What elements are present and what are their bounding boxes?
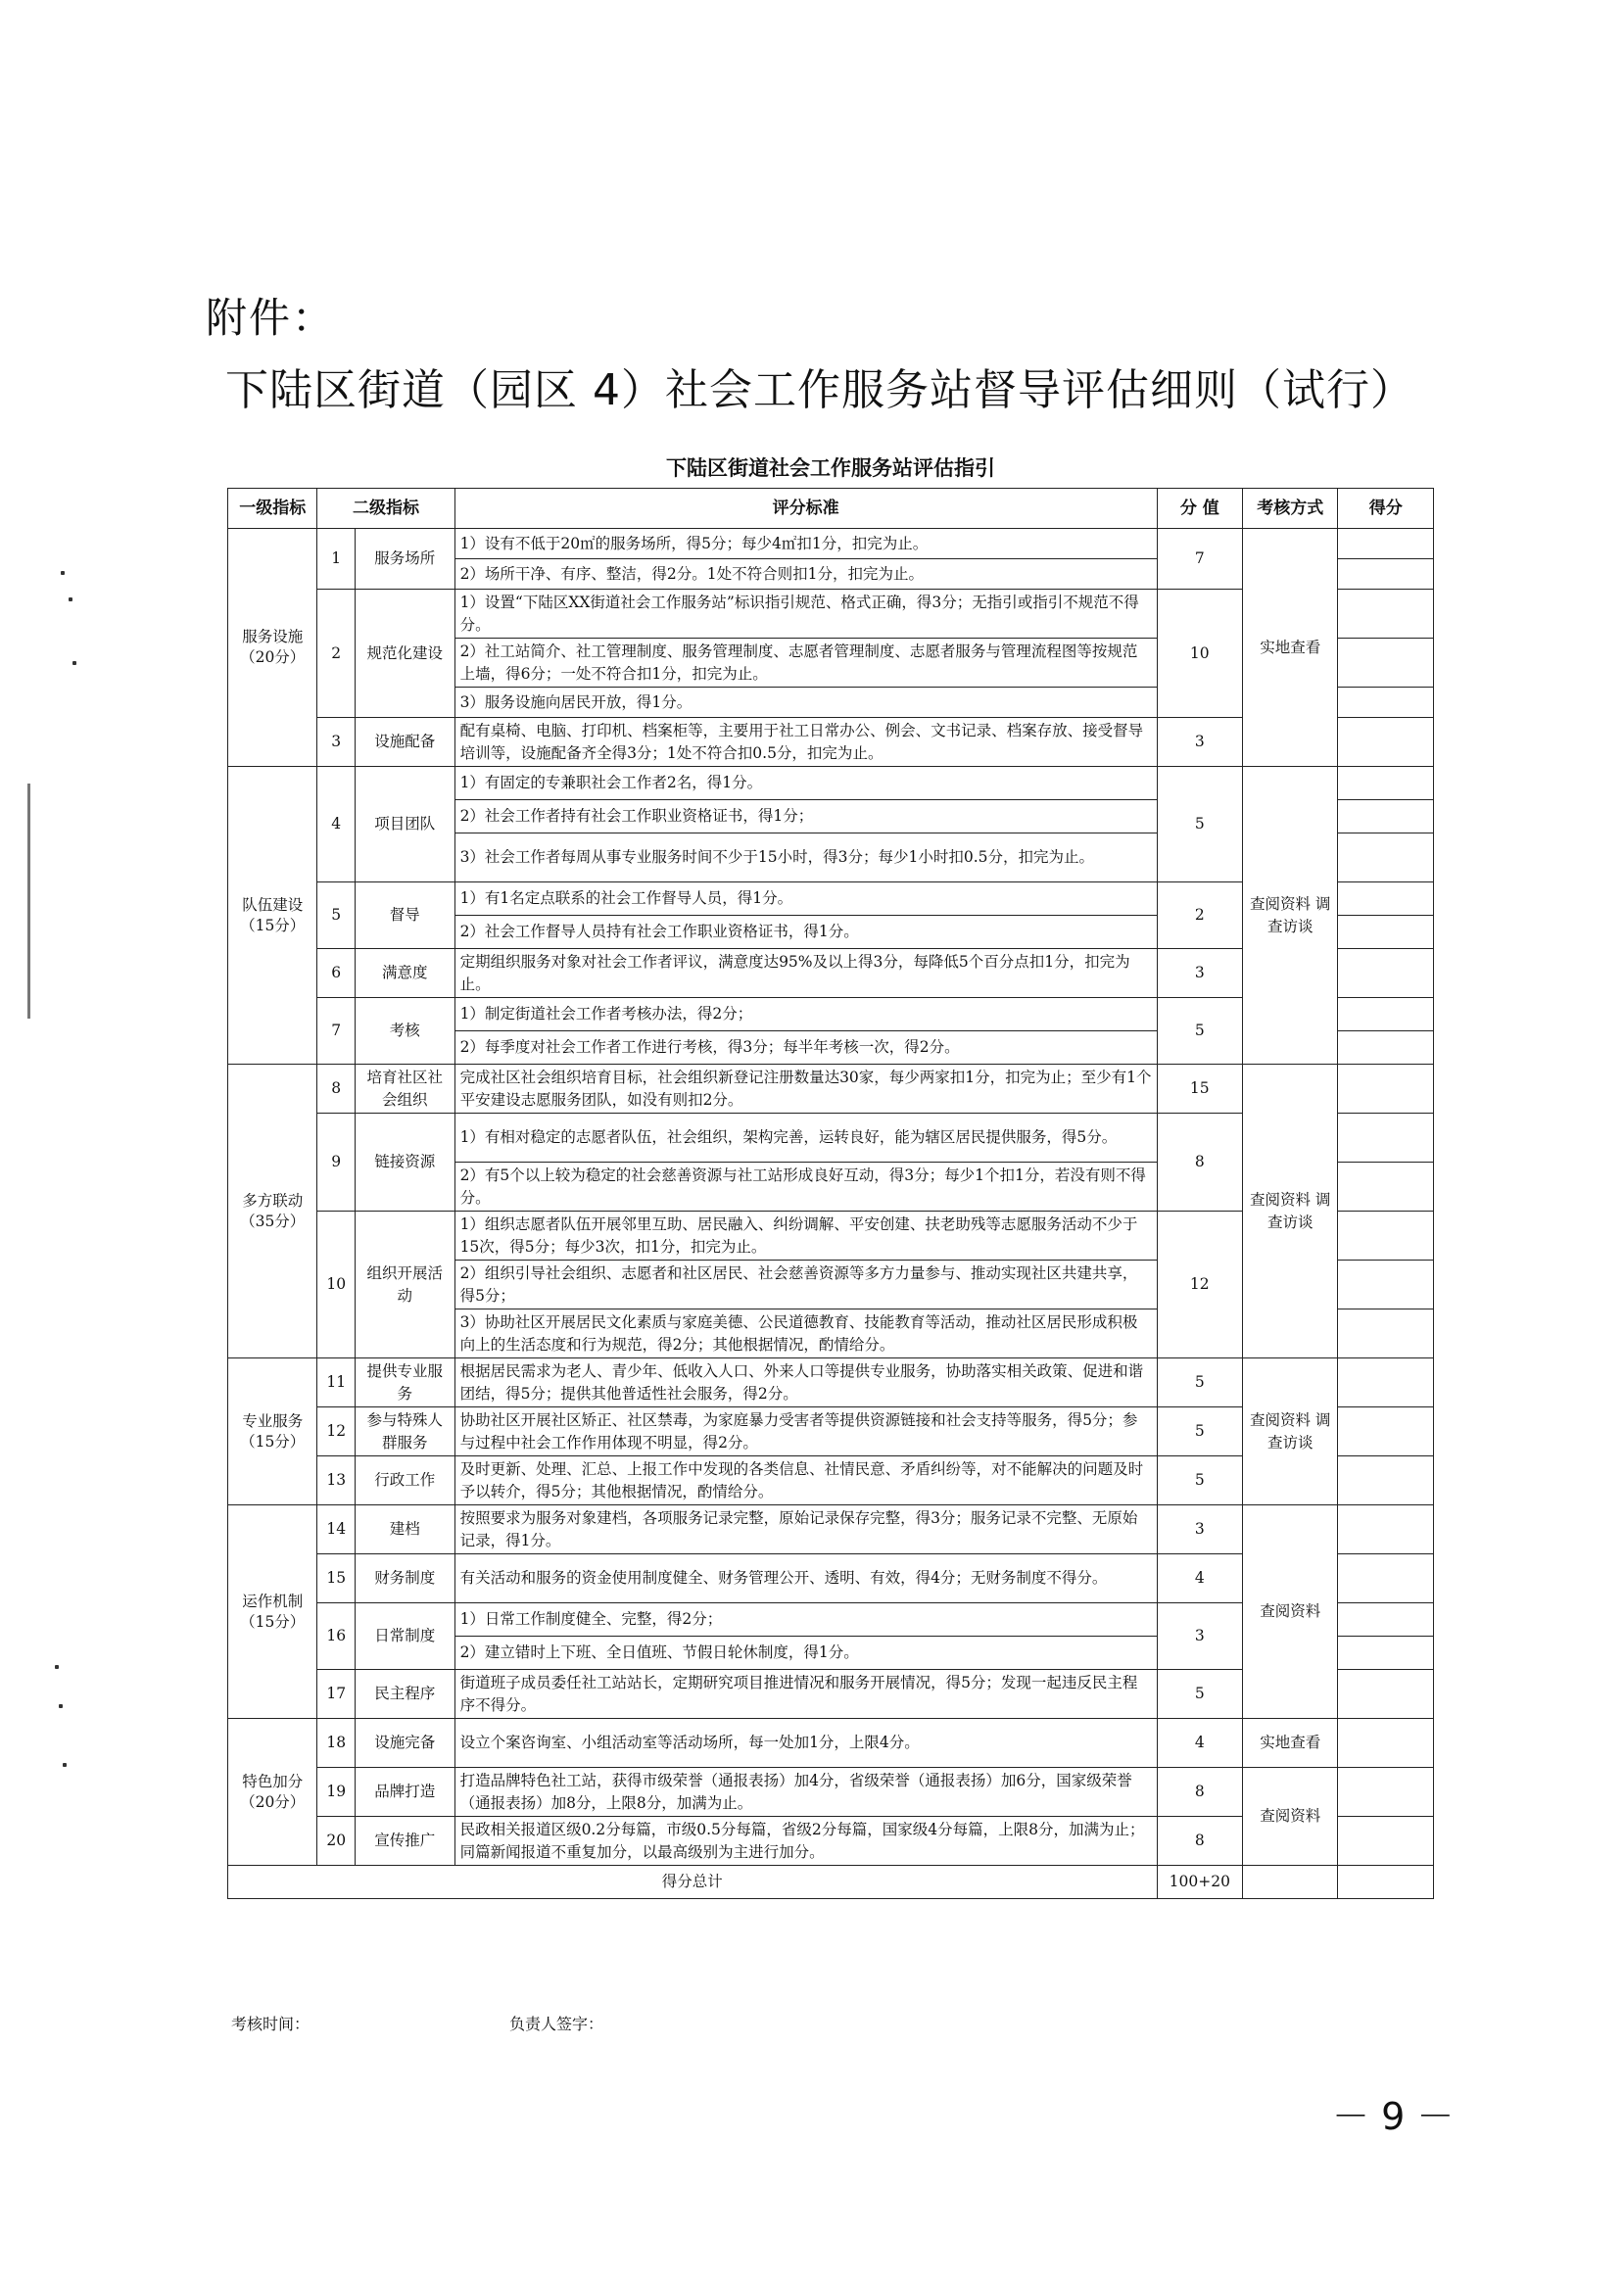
col-header-criteria: 评分标准 [454,489,1157,529]
item-name: 建档 [356,1505,455,1554]
score-blank [1338,529,1434,559]
score-blank [1338,1114,1434,1163]
item-name: 规范化建设 [356,590,455,718]
score-blank [1338,559,1434,590]
scan-dot [61,571,65,575]
scan-dot [72,661,76,665]
criterion: 协助社区开展社区矫正、社区禁毒，为家庭暴力受害者等提供资源链接和社会支持等服务，得5分；参与过程中社会工作作用体现不明显，得2分。 [454,1407,1157,1456]
item-no: 16 [317,1603,356,1670]
method-cell: 查阅资料 调查访谈 [1242,1358,1338,1505]
item-no: 5 [317,882,356,949]
category-cell: 队伍建设（15分） [228,767,317,1065]
criterion: 1）有相对稳定的志愿者队伍，社会组织，架构完善，运转良好，能为辖区居民提供服务，得5分。 [454,1114,1157,1163]
scan-edge-mark [27,784,30,1019]
criterion: 1）有固定的专兼职社会工作者2名，得1分。 [454,767,1157,800]
item-no: 19 [317,1768,356,1817]
score-blank [1338,767,1434,800]
item-score: 3 [1157,1603,1242,1670]
criterion: 设立个案咨询室、小组活动室等活动场所，每一处加1分，上限4分。 [454,1719,1157,1768]
item-score: 5 [1157,998,1242,1065]
score-blank [1338,1817,1434,1866]
item-no: 4 [317,767,356,882]
item-name: 日常制度 [356,1603,455,1670]
score-blank [1338,1670,1434,1719]
item-no: 9 [317,1114,356,1212]
item-score: 10 [1157,590,1242,718]
score-blank [1338,1603,1434,1637]
category-cell: 多方联动（35分） [228,1065,317,1358]
total-label: 得分总计 [228,1866,1158,1899]
score-blank [1338,1554,1434,1603]
item-score: 4 [1157,1554,1242,1603]
item-no: 7 [317,998,356,1065]
item-name: 品牌打造 [356,1768,455,1817]
assessment-time-label: 考核时间： [231,2015,310,2033]
scan-dot [69,597,72,601]
score-blank [1338,882,1434,916]
scan-dot [55,1665,59,1669]
item-no: 14 [317,1505,356,1554]
item-no: 8 [317,1065,356,1114]
method-cell: 查阅资料 调查访谈 [1242,1065,1338,1358]
criterion: 1）日常工作制度健全、完整，得2分； [454,1603,1157,1637]
item-no: 3 [317,718,356,767]
item-score: 3 [1157,718,1242,767]
item-score: 5 [1157,1358,1242,1407]
col-header-level2: 二级指标 [317,489,454,529]
col-header-method: 考核方式 [1242,489,1338,529]
item-score: 8 [1157,1817,1242,1866]
item-score: 12 [1157,1212,1242,1358]
score-blank [1338,800,1434,833]
signer-label: 负责人签字： [509,2015,604,2033]
criterion: 2）场所干净、有序、整洁，得2分。1处不符合则扣1分，扣完为止。 [454,559,1157,590]
score-blank [1338,1212,1434,1261]
score-blank [1338,639,1434,688]
score-blank [1338,916,1434,949]
score-blank [1338,1505,1434,1554]
score-blank [1338,688,1434,718]
total-row [228,1866,1434,1899]
criterion: 配有桌椅、电脑、打印机、档案柜等，主要用于社工日常办公、例会、文书记录、档案存放、接受督导培训等，设施配备齐全得3分；1处不符合扣0.5分，扣完为止。 [454,718,1157,767]
col-header-score: 分 值 [1157,489,1242,529]
criterion: 1）设置“下陆区XX街道社会工作服务站”标识指引规范、格式正确，得3分；无指引或指引不规范不得分。 [454,590,1157,639]
criterion: 及时更新、处理、汇总、上报工作中发现的各类信息、社情民意、矛盾纠纷等，对不能解决的问题及时予以转介，得5分；其他根据情况，酌情给分。 [454,1456,1157,1505]
item-score: 15 [1157,1065,1242,1114]
method-cell: 查阅资料 [1242,1505,1338,1719]
item-score: 5 [1157,1407,1242,1456]
criterion: 2）每季度对社会工作者工作进行考核，得3分；每半年考核一次，得2分。 [454,1031,1157,1065]
item-name: 参与特殊人群服务 [356,1407,455,1456]
criterion: 民政相关报道区级0.2分每篇，市级0.5分每篇，省级2分每篇，国家级4分每篇，上限8分，加满为止；同篇新闻报道不重复加分，以最高级别为主进行加分。 [454,1817,1157,1866]
score-blank [1338,1031,1434,1065]
method-cell: 查阅资料 [1242,1768,1338,1866]
criterion: 完成社区社会组织培育目标，社会组织新登记注册数量达30家，每少两家扣1分，扣完为止；至少有1个平安建设志愿服务团队，如没有则扣2分。 [454,1065,1157,1114]
method-cell: 查阅资料 调查访谈 [1242,767,1338,1065]
item-name: 项目团队 [356,767,455,882]
item-score: 8 [1157,1768,1242,1817]
item-no: 6 [317,949,356,998]
item-score: 3 [1157,949,1242,998]
item-no: 13 [317,1456,356,1505]
item-name: 培育社区社会组织 [356,1065,455,1114]
table-header-row [228,489,1434,529]
criterion: 2）社会工作者持有社会工作职业资格证书，得1分； [454,800,1157,833]
item-name: 行政工作 [356,1456,455,1505]
item-name: 满意度 [356,949,455,998]
score-blank [1338,1407,1434,1456]
item-name: 宣传推广 [356,1817,455,1866]
item-score: 4 [1157,1719,1242,1768]
criterion: 1）设有不低于20㎡的服务场所，得5分；每少4㎡扣1分，扣完为止。 [454,529,1157,559]
item-name: 链接资源 [356,1114,455,1212]
category-cell: 特色加分（20分） [228,1719,317,1866]
item-no: 10 [317,1212,356,1358]
item-score: 7 [1157,529,1242,590]
item-no: 15 [317,1554,356,1603]
item-no: 17 [317,1670,356,1719]
criterion: 3）协助社区开展居民文化素质与家庭美德、公民道德教育、技能教育等活动，推动社区居民形成积极向上的生活态度和行为规范，得2分；其他根据情况，酌情给分。 [454,1309,1157,1358]
evaluation-table [227,488,1434,1899]
item-no: 11 [317,1358,356,1407]
col-header-level1: 一级指标 [228,489,317,529]
item-name: 提供专业服务 [356,1358,455,1407]
criterion: 2）社会工作督导人员持有社会工作职业资格证书，得1分。 [454,916,1157,949]
criterion: 1）有1名定点联系的社会工作督导人员，得1分。 [454,882,1157,916]
item-name: 设施配备 [356,718,455,767]
criterion: 2）有5个以上较为稳定的社会慈善资源与社工站形成良好互动，得3分；每少1个扣1分，若没有则不得分。 [454,1163,1157,1212]
page-number: － 9 － [1332,2095,1455,2138]
method-cell: 实地查看 [1242,1719,1338,1768]
score-blank [1338,1768,1434,1817]
criterion: 有关活动和服务的资金使用制度健全、财务管理公开、透明、有效，得4分；无财务制度不得分。 [454,1554,1157,1603]
item-score: 3 [1157,1505,1242,1554]
category-cell: 服务设施（20分） [228,529,317,767]
category-cell: 运作机制（15分） [228,1505,317,1719]
score-blank [1338,718,1434,767]
item-name: 服务场所 [356,529,455,590]
attachment-label: 附件： [206,294,336,342]
method-cell: 实地查看 [1242,529,1338,767]
score-blank [1338,1456,1434,1505]
item-score: 5 [1157,767,1242,882]
criterion: 按照要求为服务对象建档，各项服务记录完整，原始记录保存完整，得3分；服务记录不完整、无原始记录，得1分。 [454,1505,1157,1554]
item-name: 组织开展活动 [356,1212,455,1358]
item-name: 设施完备 [356,1719,455,1768]
score-blank [1338,1358,1434,1407]
item-score: 5 [1157,1670,1242,1719]
scan-dot [63,1763,67,1767]
item-name: 考核 [356,998,455,1065]
score-blank [1338,949,1434,998]
score-blank [1338,1637,1434,1670]
score-blank [1338,1261,1434,1309]
category-cell: 专业服务（15分） [228,1358,317,1505]
item-name: 财务制度 [356,1554,455,1603]
criterion: 3）服务设施向居民开放，得1分。 [454,688,1157,718]
criterion: 根据居民需求为老人、青少年、低收入人口、外来人口等提供专业服务，协助落实相关政策、促进和谐团结，得5分；提供其他普适性社会服务，得2分。 [454,1358,1157,1407]
total-method-blank [1242,1866,1338,1899]
criterion: 1）组织志愿者队伍开展邻里互助、居民融入、纠纷调解、平安创建、扶老助残等志愿服务活动不少于15次，得5分；每少3次，扣1分，扣完为止。 [454,1212,1157,1261]
criterion: 2）建立错时上下班、全日值班、节假日轮休制度，得1分。 [454,1637,1157,1670]
criterion: 打造品牌特色社工站，获得市级荣誉（通报表扬）加4分，省级荣誉（通报表扬）加6分，国家级荣誉（通报表扬）加8分，上限8分，加满为止。 [454,1768,1157,1817]
item-no: 2 [317,590,356,718]
total-value: 100+20 [1157,1866,1242,1899]
criterion: 定期组织服务对象对社会工作者评议，满意度达95%及以上得3分，每降低5个百分点扣1分，扣完为止。 [454,949,1157,998]
scan-dot [59,1704,63,1708]
item-score: 2 [1157,882,1242,949]
item-no: 12 [317,1407,356,1456]
item-name: 督导 [356,882,455,949]
score-blank [1338,833,1434,882]
score-blank [1338,1309,1434,1358]
criterion: 3）社会工作者每周从事专业服务时间不少于15小时，得3分；每少1小时扣0.5分，扣完为止。 [454,833,1157,882]
score-blank [1338,1065,1434,1114]
col-header-result: 得分 [1338,489,1434,529]
item-no: 20 [317,1817,356,1866]
item-score: 8 [1157,1114,1242,1212]
item-no: 1 [317,529,356,590]
criterion: 2）社工站简介、社工管理制度、服务管理制度、志愿者管理制度、志愿者服务与管理流程图等按规范上墙，得6分；一处不符合扣1分，扣完为止。 [454,639,1157,688]
criterion: 2）组织引导社会组织、志愿者和社区居民、社会慈善资源等多方力量参与、推动实现社区共建共享，得5分； [454,1261,1157,1309]
item-name: 民主程序 [356,1670,455,1719]
item-no: 18 [317,1719,356,1768]
score-blank [1338,1719,1434,1768]
criterion: 1）制定街道社会工作者考核办法，得2分； [454,998,1157,1031]
criterion: 街道班子成员委任社工站站长，定期研究项目推进情况和服务开展情况，得5分；发现一起违反民主程序不得分。 [454,1670,1157,1719]
item-score: 5 [1157,1456,1242,1505]
score-blank [1338,1163,1434,1212]
score-blank [1338,590,1434,639]
score-blank [1338,998,1434,1031]
document-title: 下陆区街道（园区 4）社会工作服务站督导评估细则（试行） [225,365,1414,415]
total-score-blank [1338,1866,1434,1899]
table-title: 下陆区街道社会工作服务站评估指引 [666,455,995,480]
